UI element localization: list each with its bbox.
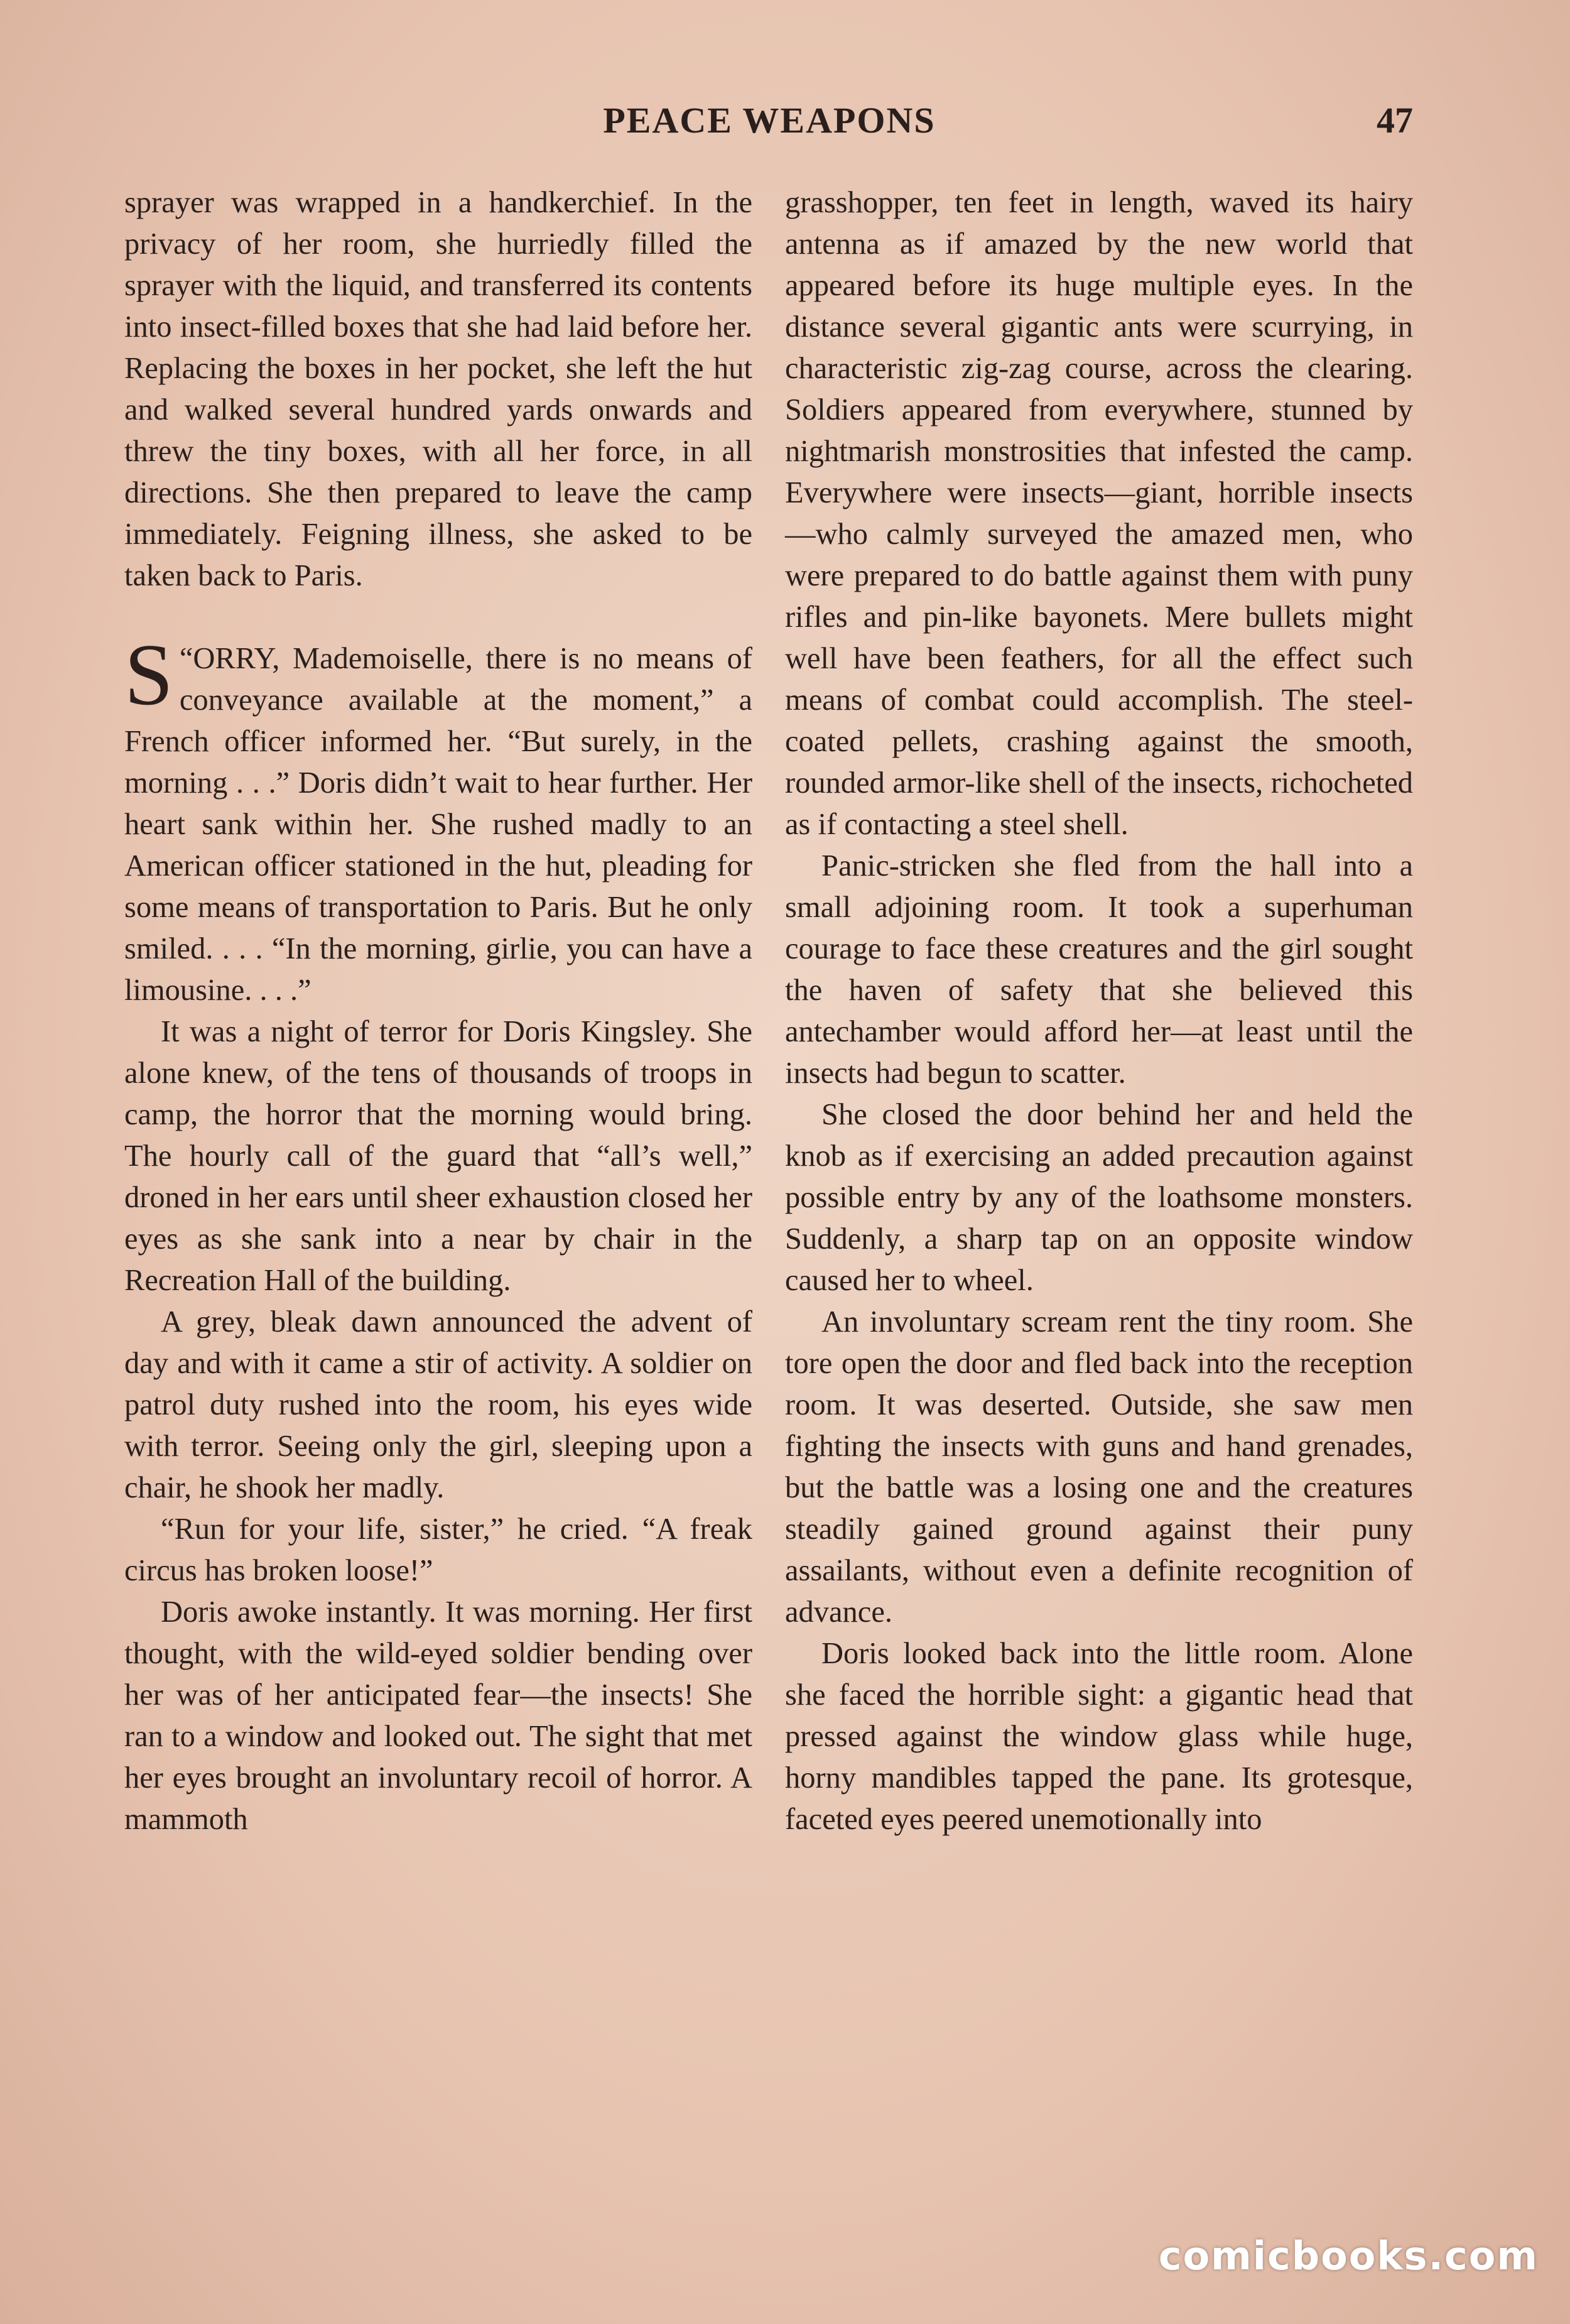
running-title: PEACE WEAPONS <box>603 100 936 141</box>
right-column <box>785 182 1413 1840</box>
open-quote: “ <box>179 642 193 675</box>
left-column <box>124 182 752 1840</box>
drop-cap: S <box>124 626 173 724</box>
page-header <box>126 94 1413 144</box>
page-number: 47 <box>1377 100 1413 141</box>
paragraph: sprayer was wrapped in a handkerchief. In the privacy of her room, she hurriedly filled the sprayer with the liquid, and transferred its contents into insect-filled boxes that she had laid before her. Replacing the boxes in her pocket, she left the hut and walked several hundred yards onwards and threw the tiny boxes, with all her force, in all directions. She then prepared to leave the camp immediately. Feigning illness, she asked to be taken back to Paris. <box>124 186 752 592</box>
paragraph: grasshopper, ten feet in length, waved its hairy antenna as if amazed by the new world that appeared before its huge multiple eyes. In the distance several gigantic ants were scurrying, in characteristic zig-zag course, across the clearing. Soldiers appeared from everywhere, stunned by nightmarish monstrosities that infested the camp. Everywhere were insects—giant, horrible insects—who calmly surveyed the amazed men, who were prepared to do battle against them with puny rifles and pin-like bayonets. Mere bullets might well have been feathers, for all the effect such means of combat could accomplish. The steel-coated pellets, crashing against the smooth, rounded armor-like shell of the insects, richocheted as if contacting a steel shell. <box>785 186 1413 841</box>
paragraph: It was a night of terror for Doris Kingsley. She alone knew, of the tens of thousands of troops in camp, the horror that the morning would bring. The hourly call of the guard that “all’s well,” droned in her ears until sheer exhaustion closed her eyes as she sank into a near by chair in the Recreation Hall of the building. <box>124 1015 752 1297</box>
watermark: comicbooks.com <box>1158 2233 1539 2279</box>
paragraph: “Run for your life, sister,” he cried. “A freak circus has broken loose!” <box>124 1512 752 1587</box>
paragraph: She closed the door behind her and held the knob as if exercising an added precaution against possible entry by any of the loathsome monsters. Suddenly, a sharp tap on an opposite window caused her to wheel. <box>785 1098 1413 1297</box>
paragraph-text: ORRY, Mademoiselle, there is no means of conveyance available at the moment,” a French officer informed her. “But surely, in the morning . . .” Doris didn’t wait to hear further. Her heart sank within her. She rushed madly to an American officer stationed in the hut, pleading for some means of transportation to Paris. But he only smiled. . . . “In the morning, girlie, you can have a limousine. . . .” <box>124 642 752 1007</box>
paragraph: Panic-stricken she fled from the hall into a small adjoining room. It took a superhuman courage to face these creatures and the girl sought the haven of safety that she believed this antechamber would afford her—at least until the insects had begun to scatter. <box>785 849 1413 1090</box>
paragraph: Doris awoke instantly. It was morning. Her first thought, with the wild-eyed soldier bending over her was of her anticipated fear—the insects! She ran to a window and looked out. The sight that met her eyes brought an involuntary recoil of horror. A mammoth <box>124 1595 752 1836</box>
paragraph: A grey, bleak dawn announced the advent of day and with it came a stir of activity. A soldier on patrol duty rushed into the room, his eyes wide with terror. Seeing only the girl, sleeping upon a chair, he shook her madly. <box>124 1305 752 1504</box>
paragraph-drop-cap <box>124 626 752 1011</box>
paragraph: An involuntary scream rent the tiny room. She tore open the door and fled back into the reception room. It was deserted. Outside, she saw men fighting the insects with guns and hand grenades, but the battle was a losing one and the creatures steadily gained ground against their puny assailants, without even a definite recognition of advance. <box>785 1305 1413 1629</box>
paragraph: Doris looked back into the little room. Alone she faced the horrible sight: a gigantic head that pressed against the window glass while huge, horny mandibles tapped the pane. Its grotesque, faceted eyes peered unemotionally into <box>785 1637 1413 1836</box>
